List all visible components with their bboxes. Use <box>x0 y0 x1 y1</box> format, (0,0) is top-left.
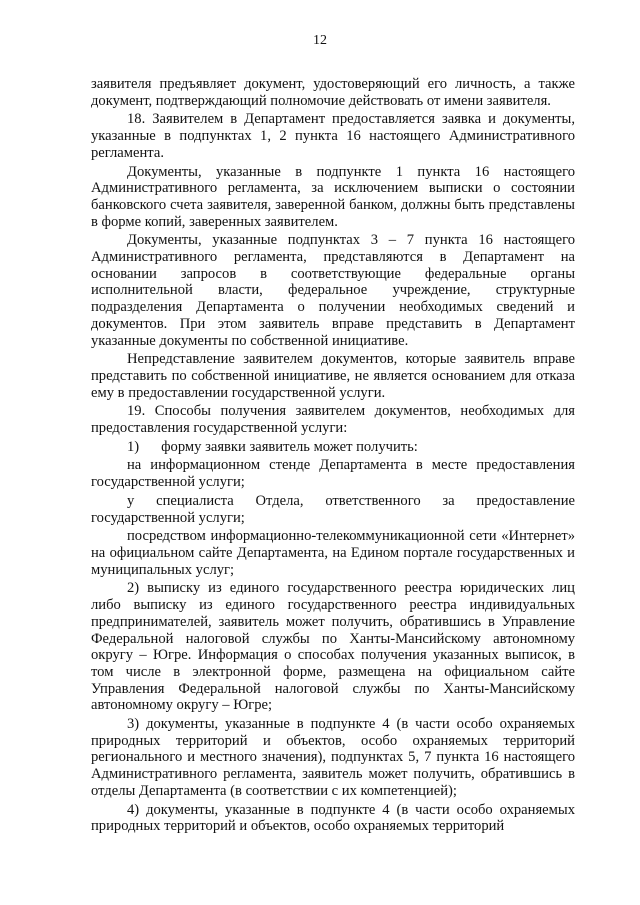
paragraph-5: Непредставление заявителем документов, которые заявитель вправе представить по собственной инициативе, не является основанием для отказа ему в предоставлении государственной услуги. <box>91 351 575 401</box>
paragraph-9: у специалиста Отдела, ответственного за предоставление государственной услуги; <box>91 492 575 526</box>
paragraph-3: Документы, указанные в подпункте 1 пункта 16 настоящего Административного регламента, за исключением выписки о состоянии банковского счета заявителя, заверенной банком, должны быть представлены в форме копий, заверенных заявителем. <box>91 163 575 230</box>
paragraph-1: заявителя предъявляет документ, удостоверяющий его личность, а также документ, подтверждающий полномочие действовать от имени заявителя. <box>91 76 575 109</box>
paragraph-6: 19. Способы получения заявителем документов, необходимых для предоставления государственной услуги: <box>91 403 575 437</box>
list-number: 1) <box>127 438 140 455</box>
list-text: форму заявки заявитель может получить: <box>161 438 418 455</box>
document-body <box>91 76 575 837</box>
paragraph-2: 18. Заявителем в Департамент предоставляется заявка и документы, указанные в подпунктах 1, 2 пункта 16 настоящего Административного регламента. <box>91 111 575 161</box>
paragraph-13: 4) документы, указанные в подпункте 4 (в части особо охраняемых природных территорий и объектов, особо охраняемых территорий <box>91 801 575 835</box>
paragraph-7 <box>91 439 575 456</box>
paragraph-12: 3) документы, указанные в подпункте 4 (в части особо охраняемых природных территорий и объектов, особо охраняемых территорий регионального и местного значения), подпунктах 5, 7 пункта 16 настоящего Административного регламента, заявитель может получить, обратившись в отделы Департамента (в соответствии с их компетенцией); <box>91 716 575 799</box>
paragraph-8: на информационном стенде Департамента в месте предоставления государственной услуги; <box>91 457 575 491</box>
paragraph-11: 2) выписку из единого государственного реестра юридических лиц либо выписку из единого государственного реестра индивидуальных предпринимателей, заявитель может получить, обратившись в Управление Федеральной налоговой службы по Ханты-Мансийскому автономному округу – Югре. Информация о способах получения указанных выписок, в том числе в электронной форме, размещена на официальном сайте Управления Федеральной налоговой службы по Ханты-Мансийскому автономному округу – Югре; <box>91 580 575 714</box>
page-number: 12 <box>313 33 327 48</box>
paragraph-4: Документы, указанные подпунктах 3 – 7 пункта 16 настоящего Административного регламента, представляются в Департамент на основании запросов в соответствующие федеральные органы исполнительной власти, федеральное учреждение, структурные подразделения Департамента о получении необходимых сведений и документов. При этом заявитель вправе представить в Департамент указанные документы по собственной инициативе. <box>91 232 575 349</box>
paragraph-10: посредством информационно-телекоммуникационной сети «Интернет» на официальном сайте Департамента, на Едином портале государственных и муниципальных услуг; <box>91 528 575 578</box>
